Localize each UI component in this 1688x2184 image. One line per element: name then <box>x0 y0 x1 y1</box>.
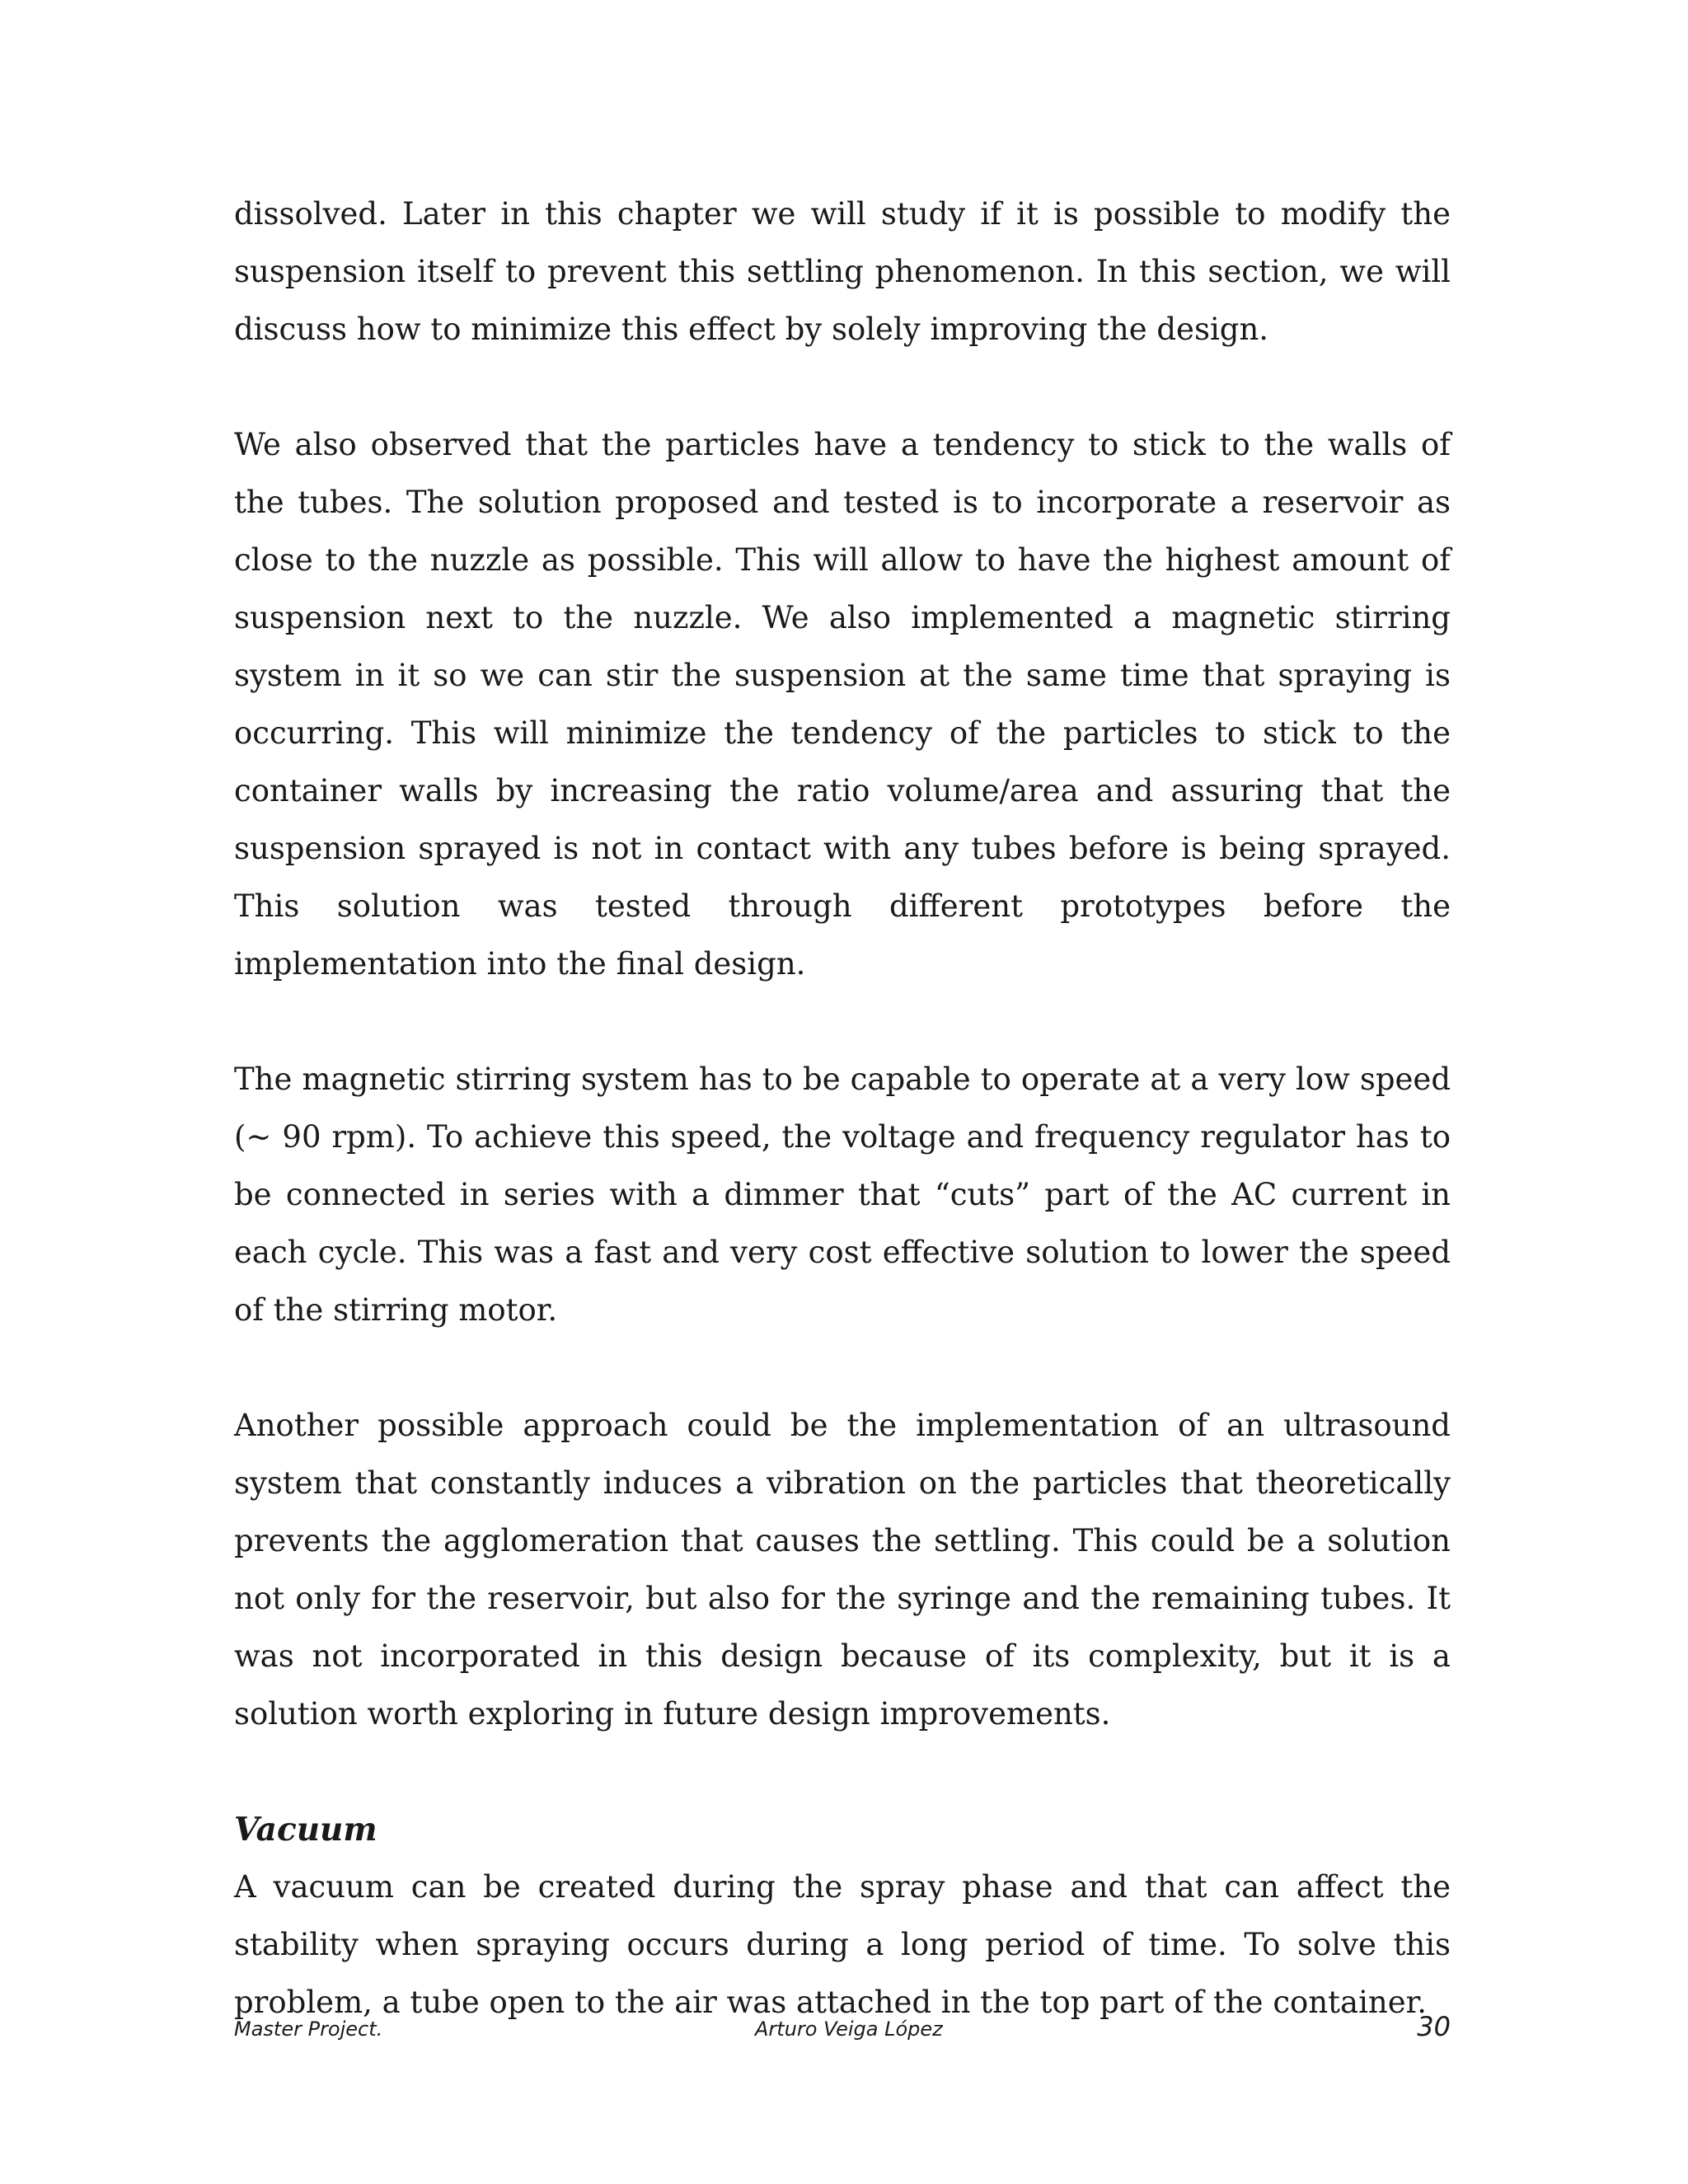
paragraph-reservoir-stirring: We also observed that the particles have a tendency to stick to the walls of the tubes. The solution proposed and tested is to incorporate a reservoir as close to the nuzzle as possible. This will allow to have the highest amount of suspension next to the nuzzle. We also implemented a magnetic stirring system in it so we can stir the suspension at the same time that spraying is occurring. This will minimize the tendency of the particles to stick to the container walls by increasing the ratio volume/area and assuring that the suspension sprayed is not in contact with any tubes before is being sprayed. This solution was tested through different prototypes before the implementation into the final design. <box>234 427 1451 982</box>
page-body <box>234 185 1451 2032</box>
section-heading-vacuum: Vacuum <box>234 1811 377 1849</box>
page-footer <box>234 2011 1451 2044</box>
footer-project-label: Master Project. <box>234 2018 383 2041</box>
paragraph-vacuum: A vacuum can be created during the spray phase and that can affect the stability when spraying occurs during a long period of time. To solve this problem, a tube open to the air was attached in the top part of the container. <box>234 1869 1451 2020</box>
footer-author: Arturo Veiga López <box>755 2018 943 2041</box>
page-number: 30 <box>1417 2011 1451 2042</box>
paragraph-settling-intro: dissolved. Later in this chapter we will study if it is possible to modify the suspension itself to prevent this settling phenomenon. In this section, we will discuss how to minimize this effect by solely improving the design. <box>234 196 1451 347</box>
paragraph-stirring-speed: The magnetic stirring system has to be capable to operate at a very low speed (~ 90 rpm). To achieve this speed, the voltage and frequency regulator has to be connected in series with a dimmer that “cuts” part of the AC current in each cycle. This was a fast and very cost effective solution to lower the speed of the stirring motor. <box>234 1062 1451 1328</box>
paragraph-ultrasound: Another possible approach could be the implementation of an ultrasound system that constantly induces a vibration on the particles that theoretically prevents the agglomeration that causes the settling. This could be a solution not only for the reservoir, but also for the syringe and the remaining tubes. It was not incorporated in this design because of its complexity, but it is a solution worth exploring in future design improvements. <box>234 1408 1451 1732</box>
